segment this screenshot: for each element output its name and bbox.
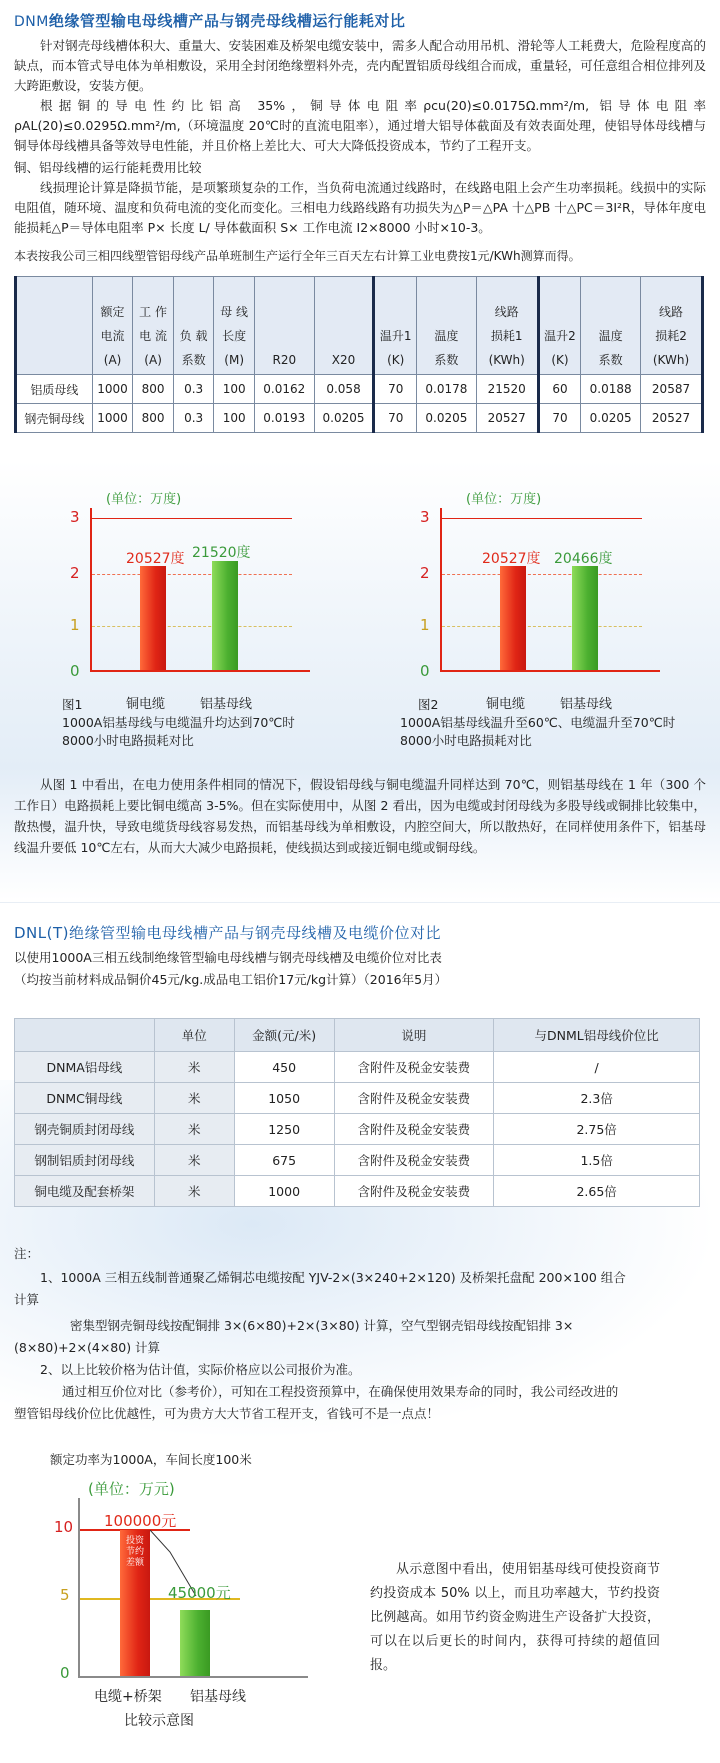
- t1-cell: 0.3: [173, 404, 214, 433]
- chart2-label-1: 20466度: [554, 551, 613, 567]
- chart3-bar-aluminum-busbar: [180, 1610, 210, 1676]
- section3-conclusion: 从示意图中看出，使用铝基母线可使投资商节约投资成本 50% 以上，而且功率越大，节约投资比例越高。如用节约资金购进生产设备扩大投资，可以在以后更长的时间内，获得可持续的超值回报。: [370, 1562, 660, 1673]
- t1-cell: 20527: [641, 404, 703, 433]
- t2-cell: 含附件及税金安装费: [334, 1145, 494, 1176]
- chart1-y-axis: [90, 508, 92, 670]
- t1-header-0: [16, 277, 93, 375]
- t1-cell: 铝质母线: [16, 375, 93, 404]
- t2-cell: 2.3倍: [494, 1083, 700, 1114]
- t2-cell: 1250: [234, 1114, 334, 1145]
- t1-header-3: 负 载 系数: [173, 277, 214, 375]
- chart1-fig-label: 图1: [62, 697, 83, 712]
- chart2-cat-0: 铜电缆: [486, 697, 526, 712]
- t1-cell: 0.0205: [417, 404, 477, 433]
- chart2-caption-1: 1000A铝基母线温升至60℃、电缆温升至70℃时: [400, 715, 676, 730]
- section2-title: DNL(T)绝缘管型输电母线槽产品与钢壳母线槽及电缆价位对比: [14, 924, 441, 942]
- t1-cell: 钢壳铜母线: [16, 404, 93, 433]
- chart2-y-axis: [440, 508, 442, 670]
- chart1-label-1: 21520度: [192, 545, 251, 561]
- t1-header-5: R20: [254, 277, 314, 375]
- t1-header-8: 温度 系数: [417, 277, 477, 375]
- chart1-ytick-1: 1: [70, 616, 80, 634]
- chart1-caption-2: 8000小时电路损耗对比: [62, 733, 194, 748]
- chart1-grid-2: [92, 574, 292, 575]
- t2-cell: 含附件及税金安装费: [334, 1114, 494, 1145]
- chart2-ytick-0: 0: [420, 662, 430, 680]
- chart2-cat-1: 铝基母线: [560, 697, 613, 712]
- note-3a: 通过相互价位对比（参考价），可知在工程投资预算中，在确保使用效果寿命的同时，我公司经改进的: [62, 1384, 619, 1399]
- chart1-x-axis: [90, 670, 310, 672]
- table-row: [15, 1114, 700, 1145]
- note-1c: 密集型钢壳铜母线按配铜排 3×(6×80)+2×(3×80) 计算，空气型钢壳铝母线按配铝排 3×: [70, 1318, 574, 1333]
- t1-cell: 0.0178: [417, 375, 477, 404]
- t2-cell: DNMA铝母线: [15, 1052, 155, 1083]
- table-row: [16, 375, 703, 404]
- chart2-grid-1: [442, 626, 642, 627]
- table-row: [16, 404, 703, 433]
- divider: [0, 902, 720, 903]
- section2-subtitle-1: 以使用1000A三相五线制绝缘管型输电母线槽与钢壳母线槽及电缆价位对比表: [14, 950, 442, 965]
- t1-cell: 0.0162: [254, 375, 314, 404]
- chart3-cat-1: 铝基母线: [190, 1689, 246, 1705]
- t2-cell: 675: [234, 1145, 334, 1176]
- section1-conclusion: 从图 1 中看出，在电力使用条件相同的情况下，假设铝母线与铜电缆温升同样达到 70℃，则铝基母线在 1 年（300 个工作日）电路损耗上要比铜电缆高 3-5%。但在实际使用中，从图 2 看出，因为电缆或封闭母线为多股导线或铜排比较集中，散热慢，温升快，导致电缆货母线容易发热，而铝基母线为单相敷设，内腔空间大，所以散热好，在同样使用条件下，铝基母线温升要低 10℃左右，从而大大减少电路损耗，使线损达到或接近铜电缆或铜母线。: [14, 777, 706, 855]
- chart1-ytick-0: 0: [70, 662, 80, 680]
- t1-cell: 100: [214, 375, 255, 404]
- t2-cell: 米: [154, 1176, 234, 1207]
- t2-cell: 含附件及税金安装费: [334, 1083, 494, 1114]
- t1-cell: 70: [374, 375, 417, 404]
- note-2: 2、以上比较价格为估计值，实际价格应以公司报价为准。: [40, 1362, 361, 1377]
- t1-cell: 0.0205: [314, 404, 374, 433]
- note-1a: 1、1000A 三相五线制普通聚乙烯铜芯电缆按配 YJV-2×(3×240+2×120) 及桥架托盘配 200×100 组合: [40, 1270, 626, 1285]
- chart2-x-axis: [440, 670, 660, 672]
- chart3-ytick-0: 0: [60, 1664, 70, 1682]
- t1-header-4: 母 线 长度 (M): [214, 277, 255, 375]
- energy-consumption-table: [14, 276, 704, 433]
- t2-cell: 铜电缆及配套桥架: [15, 1176, 155, 1207]
- chart3-y-axis: [78, 1498, 80, 1676]
- chart1-ytick-3: 3: [70, 508, 80, 526]
- t1-cell: 100: [214, 404, 255, 433]
- chart3-label-1: 45000元: [168, 1584, 231, 1602]
- section1-paragraph-4: 线损理论计算是降损节能，是项繁琐复杂的工作，当负荷电流通过线路时，在线路电阻上会产生功率损耗。线损中的实际电阻值，随环境、温度和负荷电流的变化而变化。三相电力线路线路有功损失为△P＝△PA 十△PB 十△PC＝3I²R，导体年度电能损耗△P＝导体电阻率 P× 长度 L/ 导体截面积 S× 工作电流 I2×8000 小时×10-3。: [14, 180, 706, 235]
- t1-header-2: 工 作 电 流 (A): [133, 277, 174, 375]
- table-row: [15, 1052, 700, 1083]
- t1-cell: 1000: [92, 404, 133, 433]
- table-row: [15, 1083, 700, 1114]
- t2-header-0: [15, 1019, 155, 1052]
- chart2-bar-copper-cable: [500, 566, 526, 670]
- chart3-bar-inner-text: 投资节约差额: [125, 1536, 144, 1568]
- table-row: [15, 1145, 700, 1176]
- t1-header-10: 温升2 (K): [538, 277, 581, 375]
- t2-header-1: 单位: [154, 1019, 234, 1052]
- chart1-label-0: 20527度: [126, 551, 185, 567]
- chart3-cat-0: 电缆+桥架: [94, 1689, 162, 1705]
- t2-cell: 米: [154, 1052, 234, 1083]
- t2-header-2: 金额(元/米): [234, 1019, 334, 1052]
- chart1-grid-1: [92, 626, 292, 627]
- t1-cell: 0.0205: [581, 404, 641, 433]
- note-1b: 计算: [14, 1292, 40, 1307]
- chart3-x-axis: [78, 1676, 308, 1678]
- chart3-title: 比较示意图: [124, 1713, 194, 1729]
- t2-cell: 1000: [234, 1176, 334, 1207]
- t1-cell: 20587: [641, 375, 703, 404]
- chart-3: [40, 1478, 320, 1708]
- chart3-ytick-5: 5: [60, 1586, 70, 1604]
- chart1-unit: (单位：万度): [106, 492, 182, 507]
- t1-cell: 60: [538, 375, 581, 404]
- section1-title: DNM绝缘管型输电母线槽产品与钢壳母线槽运行能耗对比: [14, 12, 406, 30]
- t2-cell: 2.65倍: [494, 1176, 700, 1207]
- chart1-cat-0: 铜电缆: [126, 697, 166, 712]
- t2-cell: 含附件及税金安装费: [334, 1052, 494, 1083]
- chart2-grid-2: [442, 574, 642, 575]
- t1-header-9: 线路 损耗1 (KWh): [476, 277, 538, 375]
- t1-cell: 1000: [92, 375, 133, 404]
- chart1-grid-3: [92, 518, 292, 519]
- chart2-ytick-2: 2: [420, 564, 430, 582]
- chart3-ytick-10: 10: [54, 1518, 74, 1536]
- t2-cell: 钢壳铜质封闭母线: [15, 1114, 155, 1145]
- t2-cell: /: [494, 1052, 700, 1083]
- t2-header-4: 与DNML铝母线价位比: [494, 1019, 700, 1052]
- table-row: [15, 1176, 700, 1207]
- chart2-bar-aluminum-busbar: [572, 566, 598, 670]
- t1-cell: 70: [538, 404, 581, 433]
- t2-cell: DNMC铜母线: [15, 1083, 155, 1114]
- section2-subtitle-2: （均按当前材料成品铜价45元/kg.成品电工铝价17元/kg计算）（2016年5月）: [14, 972, 448, 987]
- note-3b: 塑管铝母线价位比优越性，可为贵方大大节省工程开支，省钱可不是一点点！: [14, 1406, 440, 1421]
- t2-cell: 米: [154, 1114, 234, 1145]
- chart2-ytick-3: 3: [420, 508, 430, 526]
- chart2-caption-2: 8000小时电路损耗对比: [400, 733, 532, 748]
- t2-cell: 米: [154, 1145, 234, 1176]
- t1-header-7: 温升1 (K): [374, 277, 417, 375]
- chart3-label-0: 100000元: [104, 1512, 177, 1530]
- t2-cell: 2.75倍: [494, 1114, 700, 1145]
- t1-header-12: 线路 损耗2 (KWh): [641, 277, 703, 375]
- t1-cell: 0.0193: [254, 404, 314, 433]
- t2-cell: 1.5倍: [494, 1145, 700, 1176]
- section1-paragraph-3: 铜、铝母线槽的运行能耗费用比较: [14, 160, 202, 175]
- t1-header-1: 额定 电流 (A): [92, 277, 133, 375]
- notes-label: 注：: [14, 1246, 40, 1261]
- chart2-ytick-1: 1: [420, 616, 430, 634]
- chart1-bar-aluminum-busbar: [212, 561, 238, 670]
- t2-cell: 含附件及税金安装费: [334, 1176, 494, 1207]
- chart1-cat-1: 铝基母线: [200, 697, 253, 712]
- section1-paragraph-5: 本表按我公司三相四线塑管铝母线产品单班制生产运行全年三百天左右计算工业电费按1元/KWh测算而得。: [14, 249, 581, 263]
- chart3-unit: (单位：万元): [88, 1480, 175, 1498]
- chart1-bar-copper-cable: [140, 566, 166, 670]
- t1-cell: 21520: [476, 375, 538, 404]
- price-comparison-table: [14, 1018, 700, 1207]
- t1-cell: 800: [133, 375, 174, 404]
- chart2-fig-label: 图2: [418, 697, 439, 712]
- chart-1: [56, 486, 326, 696]
- t2-header-3: 说明: [334, 1019, 494, 1052]
- note-1d: (8×80)+2×(4×80) 计算: [14, 1340, 161, 1355]
- t1-cell: 0.0188: [581, 375, 641, 404]
- t1-header-6: X20: [314, 277, 374, 375]
- chart1-caption-1: 1000A铝基母线与电缆温升均达到70℃时: [62, 715, 295, 730]
- t1-header-11: 温度 系数: [581, 277, 641, 375]
- t1-cell: 70: [374, 404, 417, 433]
- chart1-ytick-2: 2: [70, 564, 80, 582]
- t1-cell: 20527: [476, 404, 538, 433]
- t1-cell: 0.058: [314, 375, 374, 404]
- chart2-label-0: 20527度: [482, 551, 541, 567]
- chart2-grid-3: [442, 518, 642, 519]
- chart2-unit: (单位：万度): [466, 492, 542, 507]
- section1-paragraph-1: 针对钢壳母线槽体积大、重量大、安装困难及桥架电缆安装中，需多人配合动用吊机、滑轮等人工耗费大，危险程度高的缺点，而本管式导电体为单相敷设，采用全封闭绝缘塑料外壳，壳内配置铝质母线组合而成，重量轻，可任意组合相位排列及大跨距敷设，安装方便。: [14, 38, 706, 93]
- section1-paragraph-2: 根据铜的导电性约比铝高 35%，铜导体电阻率ρcu(20)≤0.0175Ω.mm²/m, 铝导体电阻率ρAL(20)≤0.0295Ω.mm²/m,（环境温度 20℃时的直流电阻率），通过增大铝导体截面及有效表面处理，使铝导体母线槽与铜导体母线槽具备等效导电性能，并且价格上差比大、可大大降低投资成本，节约了工程开支。: [14, 98, 706, 153]
- t1-cell: 0.3: [173, 375, 214, 404]
- rated-power-text: 额定功率为1000A，车间长度100米: [50, 1452, 252, 1467]
- t2-cell: 米: [154, 1083, 234, 1114]
- chart-2: [406, 486, 676, 696]
- t1-cell: 800: [133, 404, 174, 433]
- t2-cell: 钢制铝质封闭母线: [15, 1145, 155, 1176]
- t2-cell: 450: [234, 1052, 334, 1083]
- t2-cell: 1050: [234, 1083, 334, 1114]
